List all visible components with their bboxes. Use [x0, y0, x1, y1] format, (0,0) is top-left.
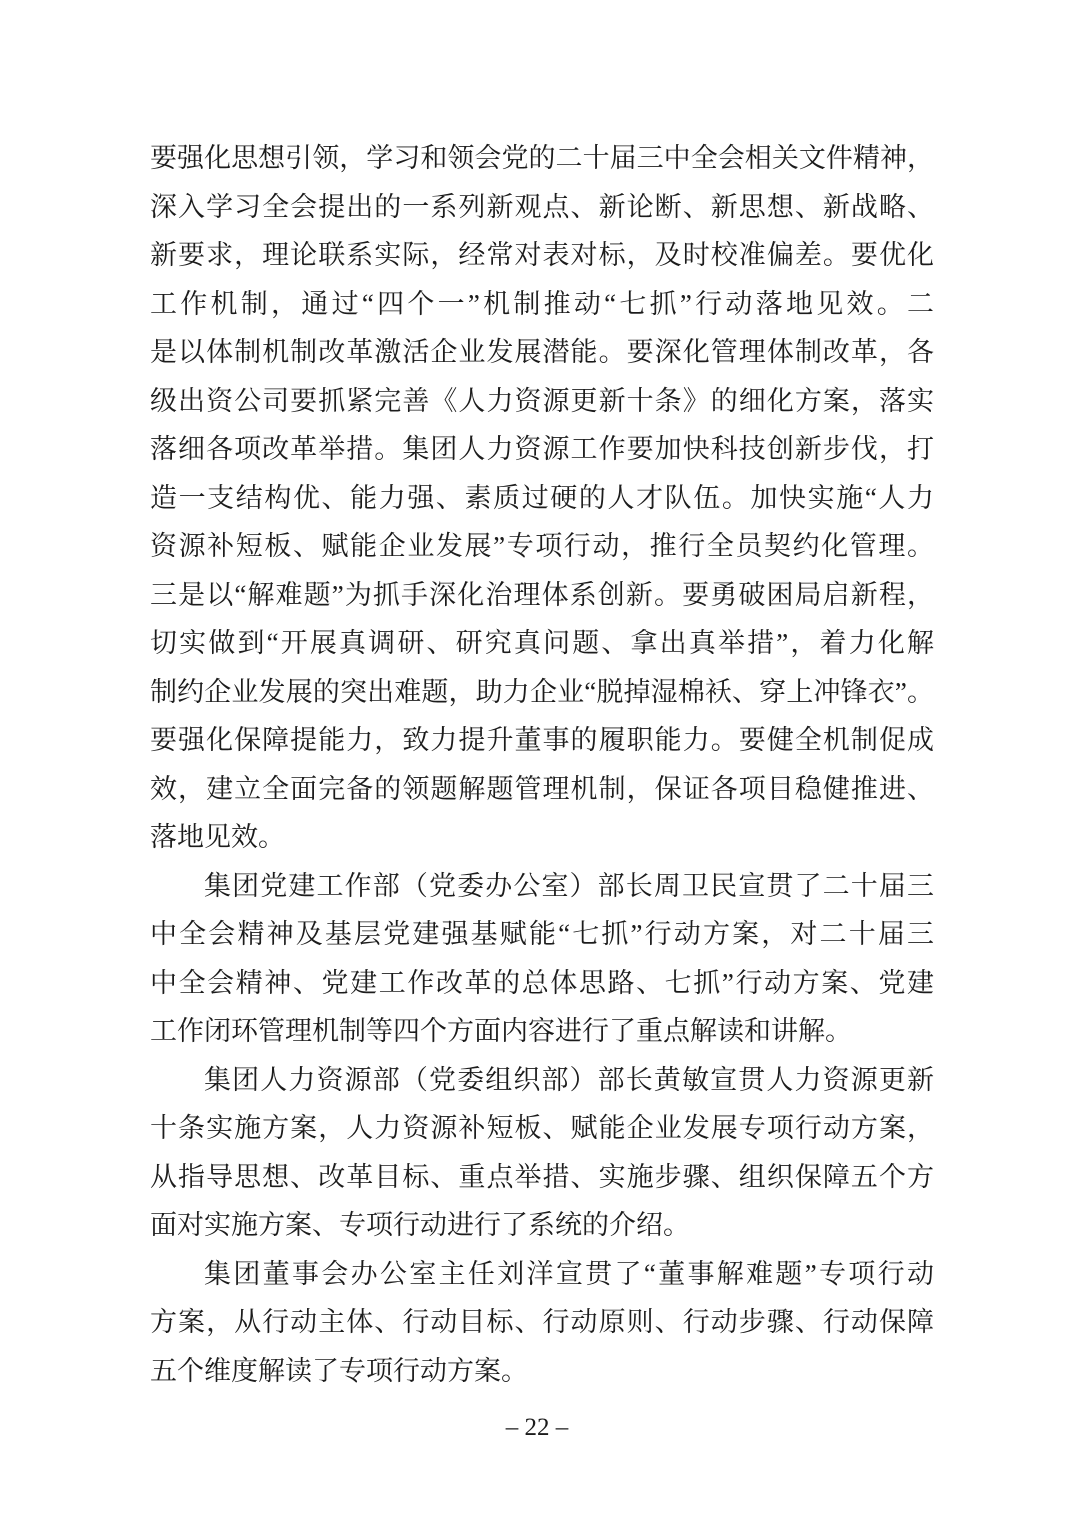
text-line: 是以体制机制改革激活企业发展潜能。要深化管理体制改革，各: [150, 337, 934, 367]
text-line: 十条实施方案，人力资源补短板、赋能企业发展专项行动方案，: [150, 1113, 934, 1143]
text-line: 要强化保障提能力，致力提升董事的履职能力。要健全机制促成: [150, 725, 934, 755]
text-line: 集团人力资源部（党委组织部）部长黄敏宣贯人力资源更新: [204, 1064, 934, 1095]
text-line: 制约企业发展的突出难题，助力企业“脱掉湿棉袄、穿上冲锋衣”。: [150, 676, 934, 707]
text-line: 资源补短板、赋能企业发展”专项行动，推行全员契约化管理。: [150, 531, 934, 561]
text-line: 效，建立全面完备的领题解题管理机制，保证各项目稳健推进、: [150, 773, 934, 804]
text-line: 落细各项改革举措。集团人力资源工作要加快科技创新步伐，打: [150, 434, 934, 464]
text-line: 中全会精神、党建工作改革的总体思路、七抓”行动方案、党建: [150, 967, 934, 998]
text-line: 级出资公司要抓紧完善《人力资源更新十条》的细化方案，落实: [150, 385, 934, 416]
text-line: 集团党建工作部（党委办公室）部长周卫民宣贯了二十届三: [204, 870, 934, 901]
page-footer: [0, 1408, 1074, 1448]
text-line: 面对实施方案、专项行动进行了系统的介绍。: [150, 1210, 690, 1240]
text-line: 工作机制，通过“四个一”机制推动“七抓”行动落地见效。二: [150, 288, 934, 319]
text-line: 切实做到“开展真调研、研究真问题、拿出真举措”，着力化解: [150, 628, 934, 658]
document-body: [150, 134, 934, 1395]
text-line: 三是以“解难题”为抓手深化治理体系创新。要勇破困局启新程，: [150, 579, 934, 610]
text-line: 工作闭环管理机制等四个方面内容进行了重点解读和讲解。: [150, 1016, 852, 1046]
text-line: 中全会精神及基层党建强基赋能“七抓”行动方案，对二十届三: [150, 919, 934, 949]
text-line: 方案，从行动主体、行动目标、行动原则、行动步骤、行动保障: [150, 1307, 934, 1337]
text-line: 深入学习全会提出的一系列新观点、新论断、新思想、新战略、: [150, 191, 934, 222]
text-line: 新要求，理论联系实际，经常对表对标，及时校准偏差。要优化: [150, 240, 934, 270]
text-line: 落地见效。: [150, 822, 285, 852]
text-line: 集团董事会办公室主任刘洋宣贯了“董事解难题”专项行动: [204, 1258, 934, 1289]
text-line: 五个维度解读了专项行动方案。: [150, 1355, 528, 1386]
text-line: 造一支结构优、能力强、素质过硬的人才队伍。加快实施“人力: [150, 482, 934, 513]
page-number: – 22 –: [505, 1414, 569, 1441]
text-line: 要强化思想引领，学习和领会党的二十届三中全会相关文件精神，: [150, 143, 934, 173]
text-line: 从指导思想、改革目标、重点举措、实施步骤、组织保障五个方: [150, 1161, 934, 1192]
